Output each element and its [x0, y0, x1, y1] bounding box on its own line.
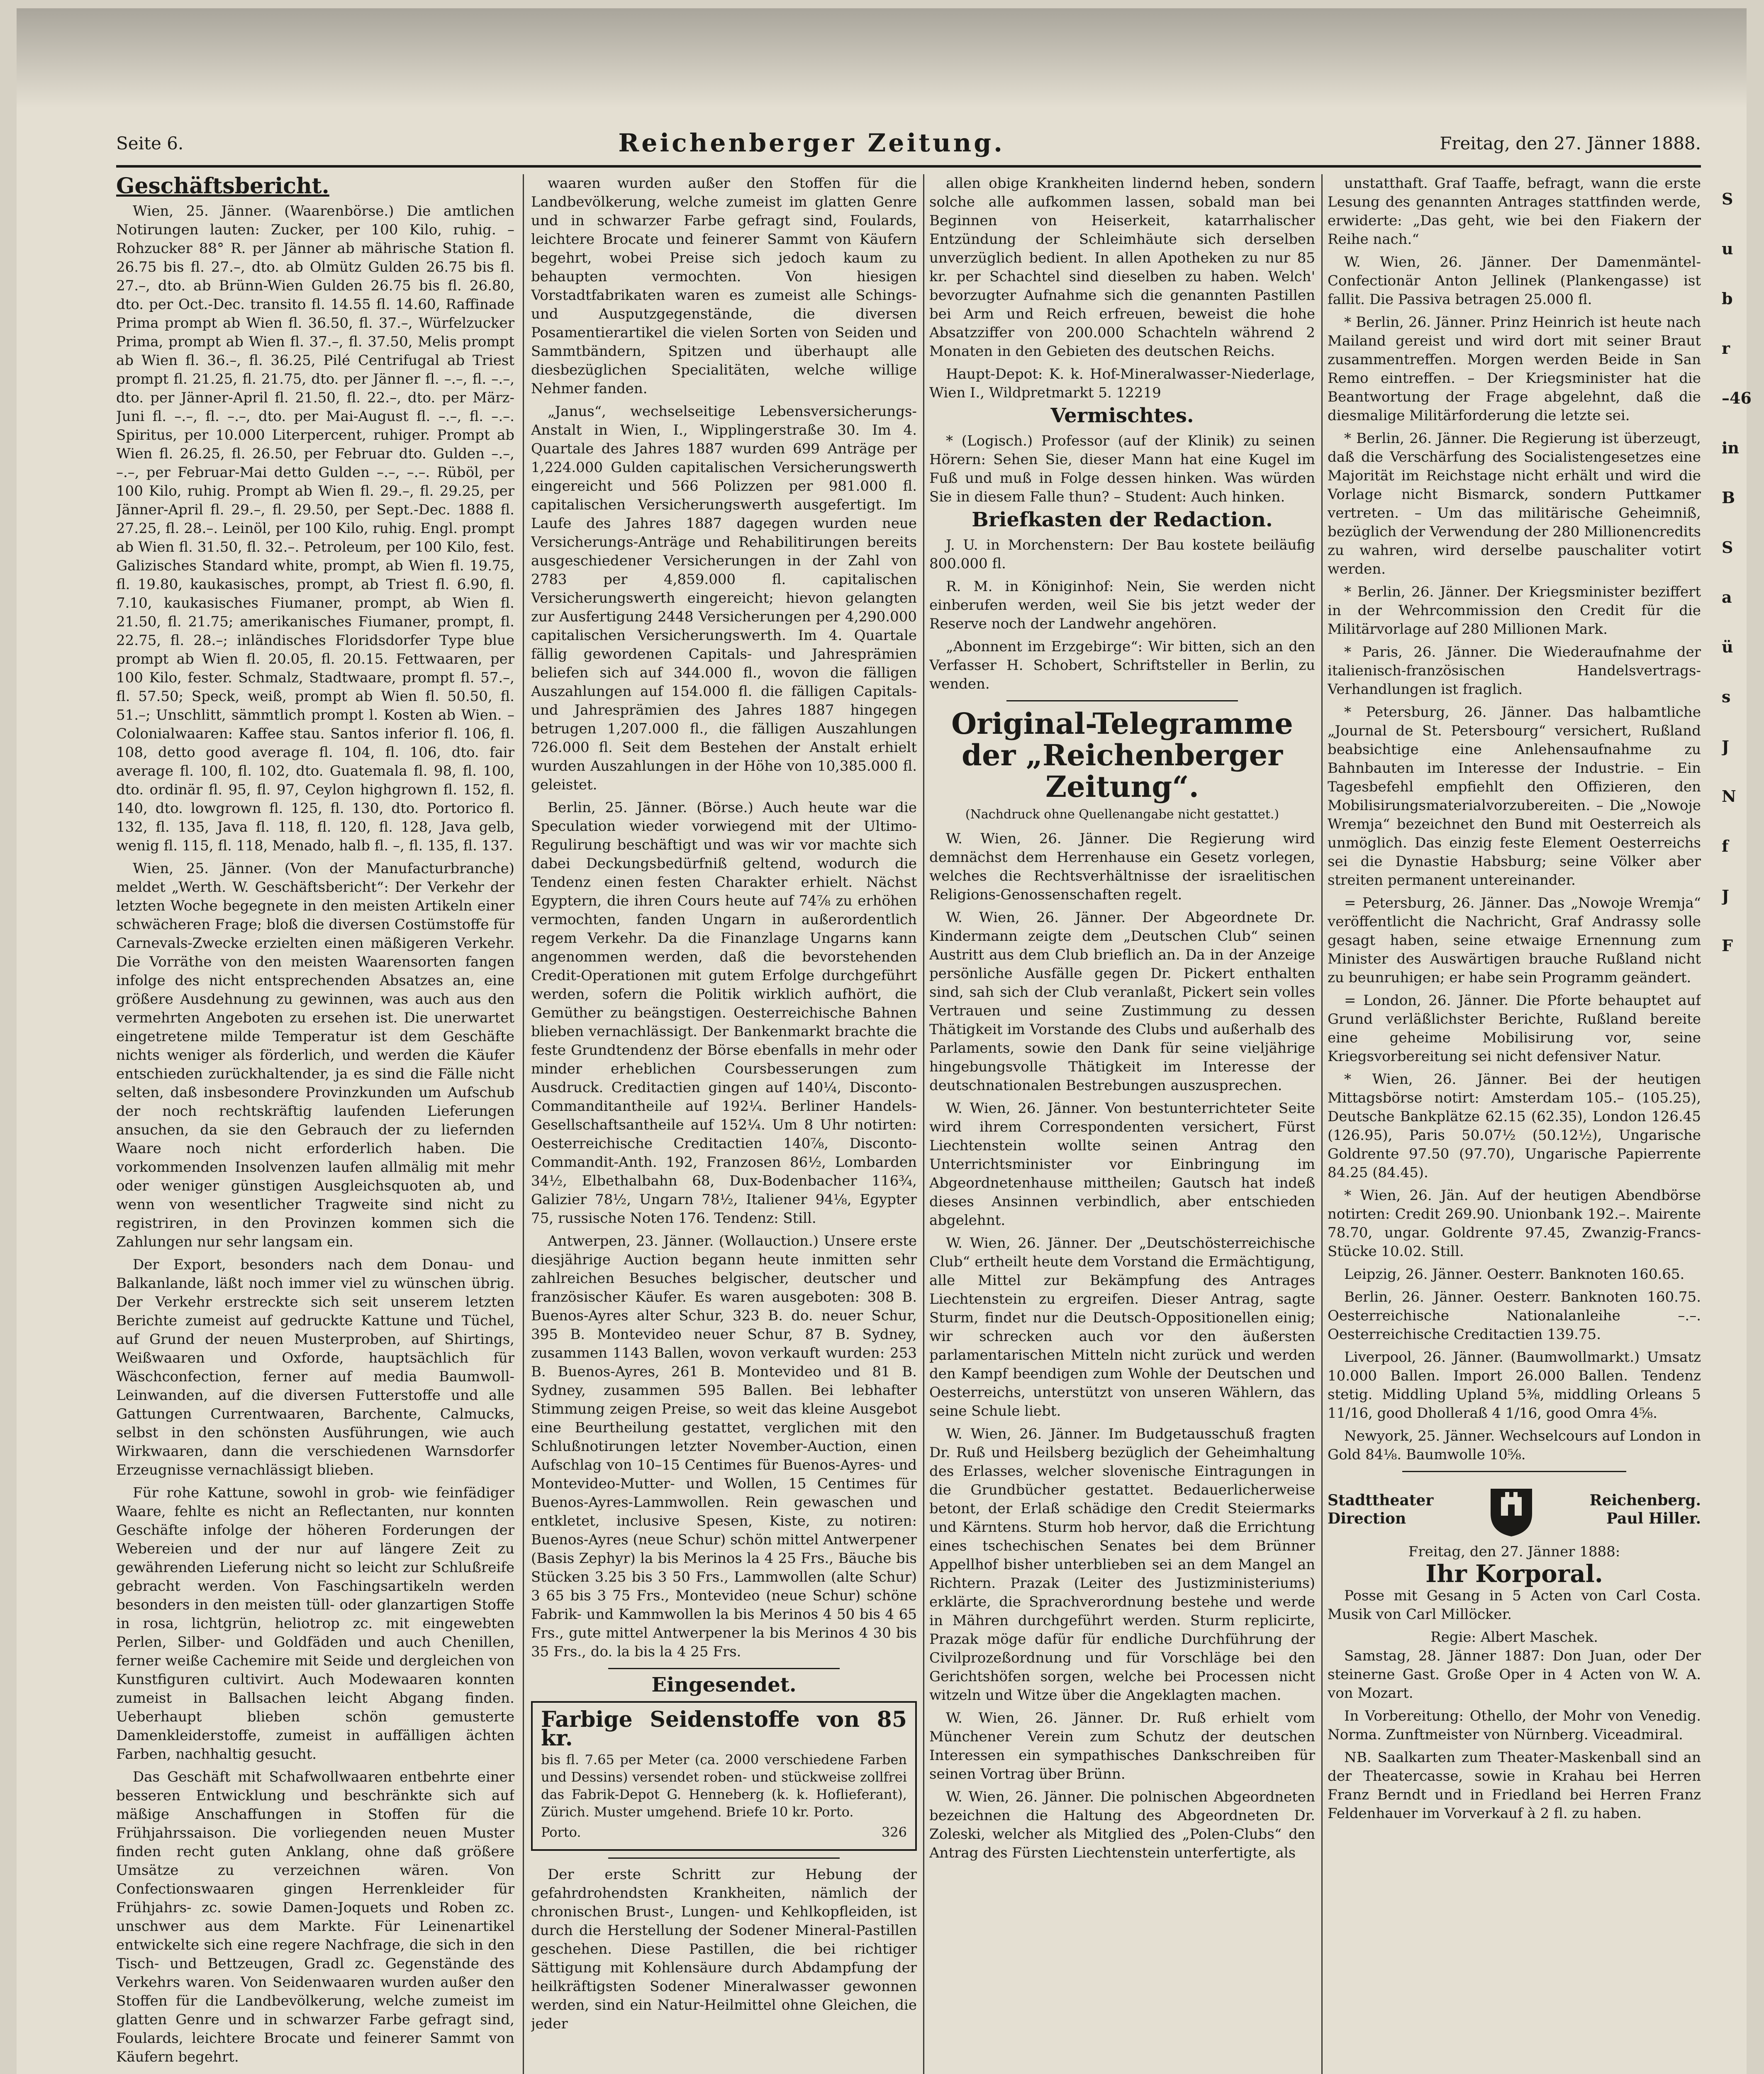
- next-show: Samstag, 28. Jänner 1887: Don Juan, oder Der steinerne Gast. Große Oper in 4 Acten von W. A. von Mozart.: [1328, 1648, 1701, 1702]
- edge-fragment: B: [1722, 488, 1735, 507]
- telegram-item: W. Wien, 26. Jänner. Der „Deutschösterreichische Club“ ertheilt heute dem Vorstand die Ermächtigung, alle Mittel zur Bekämpfung des Antrages Liechtenstein zu ergreifen. Dieser Antrag, sagte Sturm, findet nur die Deutsch-Oppositionellen einig; wir schrecken auch vor den äußersten parlamentarischen Mitteln nicht zurück und werden den Kampf beendigen zum Wohle der Deutschen und Oesterreichs, unterstützt von unseren Wählern, das seine Schule liebt.: [929, 1235, 1315, 1419]
- newspaper-page: [17, 8, 1752, 2074]
- column-2: [531, 174, 917, 2074]
- show-direction: Regie: Albert Maschek.: [1430, 1629, 1598, 1646]
- issue-date: Freitag, den 27. Jänner 1888.: [1440, 133, 1701, 153]
- section-divider: [1006, 700, 1238, 701]
- article-paragraph: Wien, 25. Jänner. (Waarenbörse.) Die amtlichen Notirungen lauten: Zucker, per 100 Kilo, ruhig. – Rohzucker 88° R. per Jänner ab mährische Station fl. 26.75 bis fl. 27.–, dto. ab Olmütz Gulden 26.75 bis fl. 27.–, dto. ab Brünn-Wien Gulden 26.75 bis fl. 26.80, dto. per Oct.-Dec. transito fl. 14.55 fl. 14.60, Raffinade Prima prompt ab Wien fl. 36.50, fl. 37.–, Würfelzucker Prima, prompt ab Wien fl. 37.–, fl. 37.50, Melis prompt ab Wien fl. 36.–, fl. 36.25, Pilé Centrifugal ab Triest prompt fl. 21.25, fl. 21.75, dto. per Jänner fl. –.–, fl. –.–, dto. per Jänner-April fl. 21.50, fl. 22.–, dto. per März-Juni fl. –.–, fl. –.–, dto. per Mai-August fl. –.–, fl. –.–. Spiritus, per 10.000 Literpercent, ruhiger. Prompt ab Wien fl. 26.25, fl. 26.50, per Februar dto. Gulden –.–, –.–, per Februar-Mai detto Gulden –.–, –.–. Rüböl, per 100 Kilo, ruhig. Prompt ab Wien fl. 29.–, fl. 29.25, per Jänner-April fl. 29.–, fl. 29.50, per Sept.-Dec. 1888 fl. 27.25, fl. 28.–. Leinöl, per 100 Kilo, ruhig. Engl. prompt ab Wien fl. 31.50, fl. 32.–. Petroleum, per 100 Kilo, fest. Galizisches Standard white, prompt, ab Wien fl. 19.75, fl. 19.80, kaukasisches, prompt, ab Triest fl. 6.90, fl. 7.10, kaukasisches Fiumaner, prompt, ab Wien fl. 21.50, fl. 21.75; amerikanisches Fiumaner, prompt, fl. 22.75, fl. 28.–; inländisches Floridsdorfer Type blue prompt ab Wien fl. 20.05, fl. 20.15. Fettwaaren, per 100 Kilo, fester. Schmalz, Stadtwaare, prompt fl. 57.–, fl. 57.50; Speck, weiß, prompt ab Wien fl. 50.50, fl. 51.–; Unschlitt, sämmtlich prompt l. Kosten ab Wien. – Colonialwaaren: Kaffee stau. Santos inferior fl. 106, fl. 108, detto good average fl. 104, fl. 106, dto. fair average fl. 100, fl. 102, dto. Guatemala fl. 98, fl. 100, dto. ordinär fl. 95, fl. 97, Ceylon highgrown fl. 152, fl. 140, dto. lowgrown fl. 125, fl. 130, dto. Portorico fl. 132, fl. 135, Java fl. 118, fl. 120, fl. 128, Java gelb, wenig fl. 115, fl. 118, Menado, halb fl. –, fl. 135, fl. 137.: [116, 203, 514, 854]
- show-subtitle: Posse mit Gesang in 5 Acten von Carl Costa. Musik von Carl Millöcker.: [1328, 1587, 1701, 1623]
- market-report: Newyork, 25. Jänner. Wechselcours auf London in Gold 84⅛. Baumwolle 10⅝.: [1328, 1428, 1701, 1463]
- article-paragraph: Berlin, 25. Jänner. (Börse.) Auch heute war die Speculation wieder vorwiegend mit der Ultimo-Regulirung beschäftigt und was wir vor machte sich dabei Deckungsbedürfniß geltend, wodurch die Tendenz einen festen Charakter erhielt. Nächst Egyptern, die ihren Cours heute auf 74⅞ zu erhöhen vermochten, fanden Ungarn in außerordentlich regem Verkehr. Da die Finanzlage Ungarns kann angenommen werden, daß die bevorstehenden Credit-Operationen mit gutem Erfolge durchgeführt werden, sofern die Politik wirklich aufhört, die Gemüther zu beängstigen. Oesterreichische Bahnen blieben vernachlässigt. Der Bankenmarkt brachte die feste Grundtendenz der Börse ebenfalls in mehr oder minder erheblichen Coursbesserungen zum Ausdruck. Creditactien gingen auf 140¼, Disconto-Commanditantheile auf 192¼. Berliner Handels-Gesellschaftsantheile auf 152¼. Um 8 Uhr notirten: Oesterreichische Creditactien 140⅞, Disconto-Commandit-Anth. 192, Franzosen 86½, Lombarden 34½, Elbethalbahn 68, Dux-Bodenbacher 116¾, Galizier 78½, Ungarn 78½, Italiener 94⅛, Egypter 75, russische Noten 176. Tendenz: Still.: [531, 799, 917, 1227]
- city-crest-icon: [1482, 1480, 1540, 1538]
- section-divider: [608, 1668, 840, 1669]
- briefkasten-item: R. M. in Königinhof: Nein, Sie werden nicht einberufen werden, weil Sie bis jetzt weder der Reserve noch der Landwehr angehören.: [929, 578, 1315, 632]
- theatre-director: Paul Hiller.: [1606, 1510, 1701, 1527]
- telegram-item: W. Wien, 26. Jänner. Die Regierung wird demnächst dem Herrenhause ein Gesetz vorlegen, welches die Rechtsverhältnisse der israelitischen Religions-Genossenschaften regelt.: [929, 830, 1315, 903]
- article-paragraph: allen obige Krankheiten lindernd heben, sondern solche alle aufkommen lassen, sobald man bei Beginnen von Heiserkeit, katarrhalischer Entzündung der Schleimhäute sich derselben unverzüglich bedient. In allen Apotheken zu nur 85 kr. per Schachtel sind dieselben zu haben. Welch' bevorzugter Aufnahme sich die genannten Pastillen bei Arm und Reich erfreuen, beweist die hohe Absatzziffer von 200.000 Schachteln während 2 Monaten in den Gebieten des deutschen Reichs.: [929, 175, 1315, 360]
- ad-footer: [541, 1823, 907, 1842]
- telegram-title: Original-Telegramme der „Reichenberger Zeitung“.: [951, 706, 1293, 804]
- business-report-heading: Geschäftsbericht.: [116, 174, 329, 199]
- edge-fragment: S: [1722, 190, 1733, 208]
- column-rule: [1321, 174, 1323, 2074]
- telegram-item: = London, 26. Jänner. Die Pforte behauptet auf Grund verläßlichster Berichte, Rußland bereite eine geheime Mobilisirung vor, seine Kriegsvorbereitung sei nicht defensiver Natur.: [1328, 992, 1701, 1065]
- article-paragraph: Der Export, besonders nach dem Donau- und Balkanlande, läßt noch immer viel zu wünschen übrig. Der Verkehr erstreckte sich seit unserem letzten Berichte zumeist auf gedruckte Kattune und Tüchel, auf Grund der neuen Musterproben, auf Shirtings, Weißwaaren und Oxforde, hauptsächlich für Wäschconfection, ferner auf media Baumwoll-Leinwanden, auf die diversen Futterstoffe und alle Gattungen Currentwaaren, Barchente, Calmucks, selbst in den schönsten Ausführungen, wie auch Wirkwaaren, dann die verschiedenen Warnsdorfer Erzeugnisse vernachlässigt blieben.: [116, 1256, 514, 1478]
- telegram-item: * Berlin, 26. Jänner. Der Kriegsminister beziffert in der Wehrcommission den Credit für die Militärvorlage auf 280 Millionen Mark.: [1328, 584, 1701, 638]
- masthead: [116, 124, 1701, 162]
- edge-fragment: N: [1722, 787, 1736, 806]
- telegram-item: unstatthaft. Graf Taaffe, befragt, wann die erste Lesung des genannten Antrages stattfinden werde, erwiderte: „Das geht, wie bei den Fiakern der Reihe nach.“: [1328, 175, 1701, 248]
- edge-fragment: J: [1722, 886, 1729, 905]
- article-paragraph: Der erste Schritt zur Hebung der gefahrdrohendsten Krankheiten, nämlich der chronischen Brust-, Lungen- und Kehlkopfleiden, ist durch die Herstellung der Sodener Mineral-Pastillen geschehen. Diese Pastillen, die bei richtiger Sättigung mit Kohlensäure durch Abdampfung der heilkräftigsten Sodener Mineralwasser gewonnen werden, sind ein Natur-Heilmittel ohne Gleichen, die jeder: [531, 1866, 917, 2032]
- edge-fragment: J: [1722, 737, 1729, 756]
- edge-fragment: S: [1722, 538, 1733, 557]
- market-report: * Wien, 26. Jänner. Bei der heutigen Mittagsbörse notirt: Amsterdam 105.– (105.25), Deutsche Bankplätze 62.15 (62.35), London 126.45 (126.95), Paris 50.07½ (50.12½), Ungarische Goldrente 97.50 (97.70), Ungarische Papierrente 84.25 (84.45).: [1328, 1071, 1701, 1181]
- edge-fragment: F: [1722, 936, 1733, 955]
- column-4: [1328, 174, 1701, 2074]
- section-divider: [608, 1857, 840, 1859]
- ad-title: Farbige Seidenstoffe von 85 kr.: [541, 1707, 907, 1751]
- edge-fragment: s: [1722, 687, 1731, 706]
- section-divider: [1402, 1471, 1626, 1472]
- market-report: * Wien, 26. Jän. Auf der heutigen Abendbörse notirten: Credit 269.90. Unionbank 192.–. Mairente 78.70, ungar. Goldrente 97.45, Zwanzig-Francs-Stücke 10.02. Still.: [1328, 1187, 1701, 1260]
- telegram-item: = Petersburg, 26. Jänner. Das „Nowoje Wremja“ veröffentlicht die Nachricht, Graf Andrassy solle gesagt haben, seine etwaige Ernennung zum Minister des Auswärtigen brauche Rußland nicht zu beunruhigen; er habe sein Programm geändert.: [1328, 895, 1701, 986]
- article-paragraph: Wien, 25. Jänner. (Von der Manufacturbranche) meldet „Werth. W. Geschäftsbericht“: Der Verkehr der letzten Woche begegnete in den meisten Artikeln einer schwächeren Frage; bloß die diversen Costümstoffe für Carnevals-Zwecke erzielten einen mäßigeren Verkehr. Die Vorräthe von den meisten Waarensorten fangen infolge des nicht entsprechenden Absatzes an, eine größere Ausdehnung zu gewinnen, was auch aus den vermehrten Angeboten zu ersehen ist. Die unerwartet eingetretene milde Temperatur ist dem Geschäfte nichts weniger als förderlich, und werden die Käufer entschieden zurückhaltender, ja es sind die Fälle nicht selten, daß insbesondere Provinzkunden um Aufschub der noch rechtskräftig laufenden Lieferungen ansuchen, da sie den Gebrauch der zu liefernden Waare noch nicht erforderlich haben. Die vorkommenden Insolvenzen laufen allmälig mit mehr oder weniger günstigen Ausgleichsquoten ab, und wenn von wesentlicher Tragweite sind nicht zu registriren, in den Provinzen kommen sich die Zahlungen nur sehr langsam ein.: [116, 860, 514, 1250]
- page-label: Seite 6.: [116, 133, 184, 153]
- telegram-item: W. Wien, 26. Jänner. Die polnischen Abgeordneten bezeichnen die Haltung des Abgeordneten Dr. Zoleski, welcher als Mitglied des „Polen-Clubs“ den Antrag des Fürsten Liechtenstein unterfertigte, als: [929, 1789, 1315, 1861]
- ad-footer-left: Porto.: [541, 1824, 581, 1840]
- theatre-direction: Direction: [1328, 1510, 1406, 1527]
- ad-number: 326: [881, 1824, 907, 1840]
- telegram-note: (Nachdruck ohne Quellenangabe nicht gestattet.): [965, 807, 1279, 822]
- in-preparation: In Vorbereitung: Othello, der Mohr von Venedig. Norma. Zunftmeister von Nürnberg. Viceadmiral.: [1328, 1708, 1701, 1743]
- telegram-item: W. Wien, 26. Jänner. Der Abgeordnete Dr. Kindermann zeigte dem „Deutschen Club“ seinen Austritt aus dem Club brieflich an. Da in der Anzeige persönliche Ausfälle gegen Dr. Pickert enthalten sind, sah sich der Club veranlaßt, Pickert sein volles Vertrauen und seine Zustimmung zu dessen Thätigkeit im Vorstande des Clubs und außerhalb des Parlaments, sowie den Dank für seine vieljährige hingebungsvolle Thätigkeit im Interesse der deutschnationalen Bestrebungen auszusprechen.: [929, 909, 1315, 1094]
- ad-body: bis fl. 7.65 per Meter (ca. 2000 verschiedene Farben und Dessins) versendet roben- und stückweise zollfrei das Fabrik-Depot G. Henneberg (k. k. Hoflieferant), Zürich. Muster umgehend. Briefe 10 kr. Porto.: [541, 1752, 907, 1820]
- vermischtes-item: * (Logisch.) Professor (auf der Klinik) zu seinen Hörern: Sehen Sie, dieser Mann hat eine Kugel im Fuß und muß in Folge dessen hinken. Was würden Sie in diesem Falle thun? – Student: Auch hinken.: [929, 433, 1315, 505]
- article-paragraph: „Janus“, wechselseitige Lebensversicherungs-Anstalt in Wien, I., Wipplingerstraße 30. Im 4. Quartale des Jahres 1887 wurden 699 Anträge per 1,224.000 Gulden capitalischen Versicherungswerth eingereicht und 566 Polizzen per 981.000 fl. capitalischen Versicherungswerth ausgefertigt. Im Laufe des Jahres 1887 dagegen wurden neue Versicherungs-Anträge und Rehabilitirungen bereits ausgeschiedener Versicherungen in der Zahl von 2783 per 4,859.000 fl. capitalischen Versicherungswerth eingereicht; hievon gelangten zur Ausfertigung 2448 Versicherungen per 4,290.000 capitalischen Versicherungswerth. Im 4. Quartale fällig gewordenen Capitals- und Jahresprämien beliefen sich auf 344.000 fl., wovon die fälligen Auszahlungen auf 154.000 fl. die fälligen Capitals- und Jahresprämien des Jahres 1887 hingegen betrugen 1,207.000 fl., die fälligen Auszahlungen 726.000 fl. Seit dem Bestehen der Anstalt erhielt wurden Auszahlungen in der Höhe von 10,385.000 fl. geleistet.: [531, 403, 917, 793]
- briefkasten-item: „Abonnent im Erzgebirge“: Wir bitten, sich an den Verfasser H. Schobert, Schriftsteller in Berlin, zu wenden.: [929, 638, 1315, 692]
- telegram-item: W. Wien, 26. Jänner. Der Damenmäntel-Confectionär Anton Jellinek (Plankengasse) ist fallit. Die Passiva betragen 25.000 fl.: [1328, 254, 1701, 308]
- column-rule: [923, 174, 924, 2074]
- show-title: Ihr Korporal.: [1425, 1560, 1603, 1588]
- masthead-rule: [116, 165, 1701, 168]
- theatre-right: [1590, 1491, 1701, 1528]
- performance-date: Freitag, den 27. Jänner 1888:: [1408, 1543, 1620, 1560]
- edge-fragment: –46: [1722, 389, 1752, 407]
- theatre-left: [1328, 1491, 1433, 1528]
- telegram-item: W. Wien, 26. Jänner. Von bestunterrichteter Seite wird ihrem Correspondenten versichert, Fürst Liechtenstein wollte seinen Antrag den Unterrichtsminister vor Einbringung im Abgeordnetenhause mittheilen; Gautsch hat indeß dieses Ansinnen verbindlich, aber entschieden abgelehnt.: [929, 1100, 1315, 1229]
- article-paragraph: Antwerpen, 23. Jänner. (Wollauction.) Unsere erste diesjährige Auction begann heute inmitten sehr zahlreichen Besuches belgischer, deutscher und französischer Käufer. Es waren ausgeboten: 308 B. Buenos-Ayres alter Schur, 323 B. do. neuer Schur, 395 B. Montevideo neuer Schur, 87 B. Sydney, zusammen 1143 Ballen, wovon verkauft wurden: 253 B. Buenos-Ayres, 261 B. Montevideo und 81 B. Sydney, zusammen 595 Ballen. Bei lebhafter Stimmung zeigen Preise, so weit das kleine Ausgebot eine Beurtheilung gestattet, verglichen mit den Schlußnotirungen letzter November-Auction, einen Aufschlag von 10–15 Centimes für Buenos-Ayres- und Montevideo-Mutter- und Wollen, 15 Centimes für Buenos-Ayres-Lammwollen. Rein gewaschen und entkletet, inclusive Spesen, Kiste, zu notiren: Buenos-Ayres (neue Schur) schön mittel Antwerpener (Basis Zephyr) la bis Merinos la 4 25 Frs., Bäuche bis Stücken 3.25 bis 3 50 Frs., Lammwollen (alte Schur) 3 65 bis 3 75 Frs., Montevideo (neue Schur) schöne Fabrik- und Kammwollen la bis Merinos 4 50 bis 4 65 Frs., gute mittel Antwerpener la bis Merinos 4 30 bis 35 Frs., do. la bis la 4 25 Frs.: [531, 1233, 917, 1660]
- briefkasten-heading: Briefkasten der Redaction.: [972, 508, 1273, 531]
- silk-ad-box: [531, 1701, 917, 1851]
- market-report: Leipzig, 26. Jänner. Oesterr. Banknoten 160.65.: [1344, 1266, 1685, 1283]
- edge-fragment: ü: [1722, 638, 1733, 656]
- market-report: Berlin, 26. Jänner. Oesterr. Banknoten 160.75. Oesterreichische Nationalanleihe –.–. Oesterreichische Creditactien 139.75.: [1328, 1289, 1701, 1343]
- telegram-item: * Berlin, 26. Jänner. Die Regierung ist überzeugt, daß die Verschärfung des Socialistengesetzes eine Majorität im Reichstage nicht erhält und wird die Vorlage nicht Bismarck, sondern Puttkamer vertreten. – Um das militärische Geheimniß, bezüglich der Verwendung der 280 Millionencredits zu wahren, wird derselbe pauschaliter votirt werden.: [1328, 430, 1701, 577]
- facing-page-edge: [1722, 174, 1764, 2074]
- column-rule: [523, 174, 524, 2074]
- vermischtes-heading: Vermischtes.: [1050, 404, 1194, 427]
- edge-fragment: b: [1722, 289, 1733, 308]
- edge-fragment: a: [1722, 588, 1732, 606]
- column-1: [116, 174, 514, 2074]
- ticket-note: NB. Saalkarten zum Theater-Maskenball sind an der Theatercasse, sowie in Krahau bei Herren Franz Berndt und in Friedland bei Herren Franz Feldenhauer im Vorverkauf à 2 fl. zu haben.: [1328, 1749, 1701, 1822]
- article-paragraph: Für rohe Kattune, sowohl in grob- wie feinfädiger Waare, fehlte es nicht an Reflectanten, nur konnten Geschäfte infolge der höheren Forderungen der Webereien und der nur auf längere Zeit zu gewährenden Lieferung nicht so leicht zur Schlußreife gebracht werden. Von Faschingsartikeln werden besonders in den meisten tüll- oder glanzartigen Stoffe in rosa, lichtgrün, heliotrop zc. mit eingewebten Perlen, Silber- und Goldfäden und auch Chenillen, ferner weiße Cachemire mit Seide und dergleichen von Kunstfiguren cultivirt. Auch Modewaaren konnten zumeist in Ballsachen leicht Abgang finden. Ueberhaupt blieben schön gemusterte Damenkleiderstoffe, zumeist in auffälligen ächten Farben, nachhaltig gesucht.: [116, 1485, 514, 1762]
- article-paragraph: waaren wurden außer den Stoffen für die Landbevölkerung, welche zumeist im glatten Genre und in schwarzer Farbe gefragt sind, Foulards, leichtere Brocate und feinerer Sammt von Käufern begehrt, wobei Preise sich jedoch kaum zu behaupten vermochten. Von hiesigen Vorstadtfabrikaten waren es zumeist alle Schings- und Ausputzgegenstände, die diversen Posamentierartikel die vielen Sorten von Seiden und Sammtbändern, Spitzen und überhaupt alle diesbezüglichen Specialitäten, welche willige Nehmer fanden.: [531, 175, 917, 397]
- briefkasten-item: J. U. in Morchenstern: Der Bau kostete beiläufig 800.000 fl.: [929, 537, 1315, 572]
- eingesendet-heading: Eingesendet.: [651, 1673, 797, 1697]
- edge-fragment: f: [1722, 837, 1729, 855]
- edge-fragment: u: [1722, 239, 1733, 258]
- edge-fragment: in: [1722, 438, 1740, 457]
- theatre-header: [1328, 1480, 1701, 1538]
- telegram-item: * Berlin, 26. Jänner. Prinz Heinrich ist heute nach Mailand gereist und wird dort mit seiner Braut zusammentreffen. Morgen werden Beide in San Remo eintreffen. – Der Kriegsminister hat die Beantwortung der Frage abgelehnt, daß die diesmalige Militärforderung die letzte sei.: [1328, 314, 1701, 424]
- market-report: Liverpool, 26. Jänner. (Baumwollmarkt.) Umsatz 10.000 Ballen. Import 26.000 Ballen. Tendenz stetig. Middling Upland 5⅜, middling Orleans 5 11/16, good Dholleraß 4 1/16, good Omra 4⅝.: [1328, 1349, 1701, 1422]
- telegram-item: W. Wien, 26. Jänner. Dr. Ruß erhielt vom Münchener Verein zum Schutz der deutschen Interessen ein sympathisches Dankschreiben für seinen Vortrag über Brünn.: [929, 1710, 1315, 1782]
- theatre-name: Stadttheater: [1328, 1492, 1434, 1509]
- telegram-item: W. Wien, 26. Jänner. Im Budgetausschuß fragten Dr. Ruß und Heilsberg bezüglich der Geheimhaltung des Erlasses, welcher slovenische Eintragungen in die Grundbücher gestattet. Bedauerlicherweise betont, der Erlaß schädige den Credit Steiermarks und Kärntens. Sturm hob hervor, daß die Errichtung eines tschechischen Senates bei dem Brünner Appellhof bisher unterblieben sei an dem Mangel an Richtern. Prazak (Leiter des Justizministeriums) erklärte, die Sprachverordnung bestehe und werde in Mähren durchgeführt werden. Sturm replicirte, Prazak möge dafür für endliche Durchführung der Civilprozeßordnung und für Vorschläge bei den Gerichtshöfen sorgen, welche bei Processen nicht witzeln und Witze über die Angeklagten machen.: [929, 1426, 1315, 1704]
- edge-fragment: r: [1722, 339, 1730, 358]
- depot-line: Haupt-Depot: K. k. Hof-Mineralwasser-Niederlage, Wien I., Wildpretmarkt 5. 12219: [929, 366, 1315, 401]
- telegram-item: * Paris, 26. Jänner. Die Wiederaufnahme der italienisch-französischen Handelsvertrags-Verhandlungen ist fraglich.: [1328, 644, 1701, 698]
- telegram-item: * Petersburg, 26. Jänner. Das halbamtliche „Journal de St. Petersbourg“ versichert, Rußland beabsichtige eine Anlehensaufnahme zu Bahnbauten im Interesse der Industrie. – Ein Tagesbefehl empfiehlt den Offizieren, den Mobilisirungsmaterialvorzubereiten. – Die „Nowoje Wremja“ bezeichnet den Bund mit Oesterreich als unmöglich. Das einzig feste Element Oesterreichs sei die Dynastie Habsburg; seine Völker aber streiten permanent untereinander.: [1328, 704, 1701, 889]
- theatre-city: Reichenberg.: [1589, 1492, 1701, 1509]
- paper-title: Reichenberger Zeitung.: [618, 129, 1005, 158]
- column-3: [929, 174, 1315, 2074]
- article-paragraph: Das Geschäft mit Schafwollwaaren entbehrte einer besseren Entwicklung und beschränkte sich auf mäßige Anschaffungen in Stoffen für die Frühjahrssaison. Die vorliegenden neuen Muster finden recht guten Anklang, ohne daß größere Umsätze zu verzeichnen wären. Von Confectionswaaren gingen Herrenkleider für Frühjahrs- zc. sowie Damen-Joquets und Roben zc. unschwer aus dem Markte. Für Leinenartikel entwickelte sich eine regere Nachfrage, die sich in den Tisch- und Bettzeugen, Gradl zc. Gegenstände des Verkehrs waren. Von Seidenwaaren wurden außer den Stoffen für die Landbevölkerung, welche zumeist im glatten Genre und in schwarzer Farbe gefragt sind, Foulards, leichtere Brocate und feinerer Sammt von Käufern begehrt.: [116, 1769, 514, 2065]
- page-top-shadow: [17, 8, 1747, 108]
